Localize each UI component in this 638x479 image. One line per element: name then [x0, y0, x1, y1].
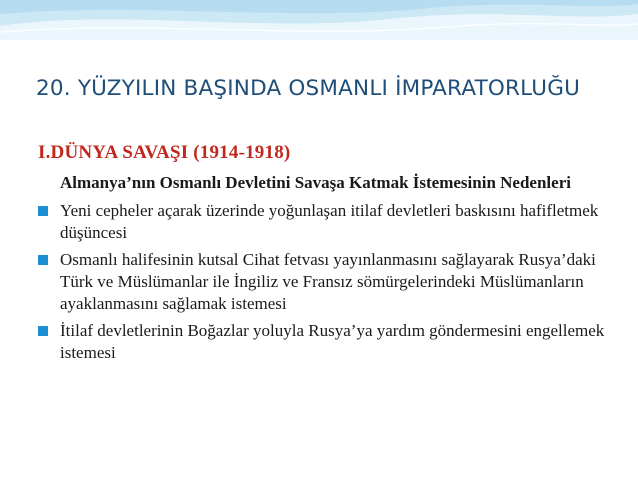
square-bullet-icon: [38, 326, 48, 336]
list-item-text: İtilaf devletlerinin Boğazlar yoluyla Rusya’ya yardım göndermesini engellemek istemesi: [60, 321, 605, 362]
slide-title: 20. YÜZYILIN BAŞINDA OSMANLI İMPARATORLUĞU: [36, 76, 580, 101]
square-bullet-icon: [38, 255, 48, 265]
square-bullet-icon: [38, 206, 48, 216]
list-item-text: Yeni cepheler açarak üzerinde yoğunlaşan itilaf devletleri baskısını hafifletmek düşüncesi: [60, 201, 599, 242]
section-heading: I.DÜNYA SAVAŞI (1914-1918): [38, 142, 291, 163]
list-item: [38, 200, 618, 244]
decorative-wave-band: [0, 0, 638, 40]
list-item-text: Osmanlı halifesinin kutsal Cihat fetvası yayınlanmasını sağlayarak Rusya’daki Türk ve Müslümanlar ile İngiliz ve Fransız sömürgelerindeki Müslümanların ayaklanmasını sağlamak istemesi: [60, 250, 596, 313]
list-item: [38, 320, 618, 364]
slide-content: [38, 142, 618, 369]
intro-text: Almanya’nın Osmanlı Devletini Savaşa Katmak İstemesinin Nedenleri: [60, 173, 571, 192]
list-item: [38, 249, 618, 315]
